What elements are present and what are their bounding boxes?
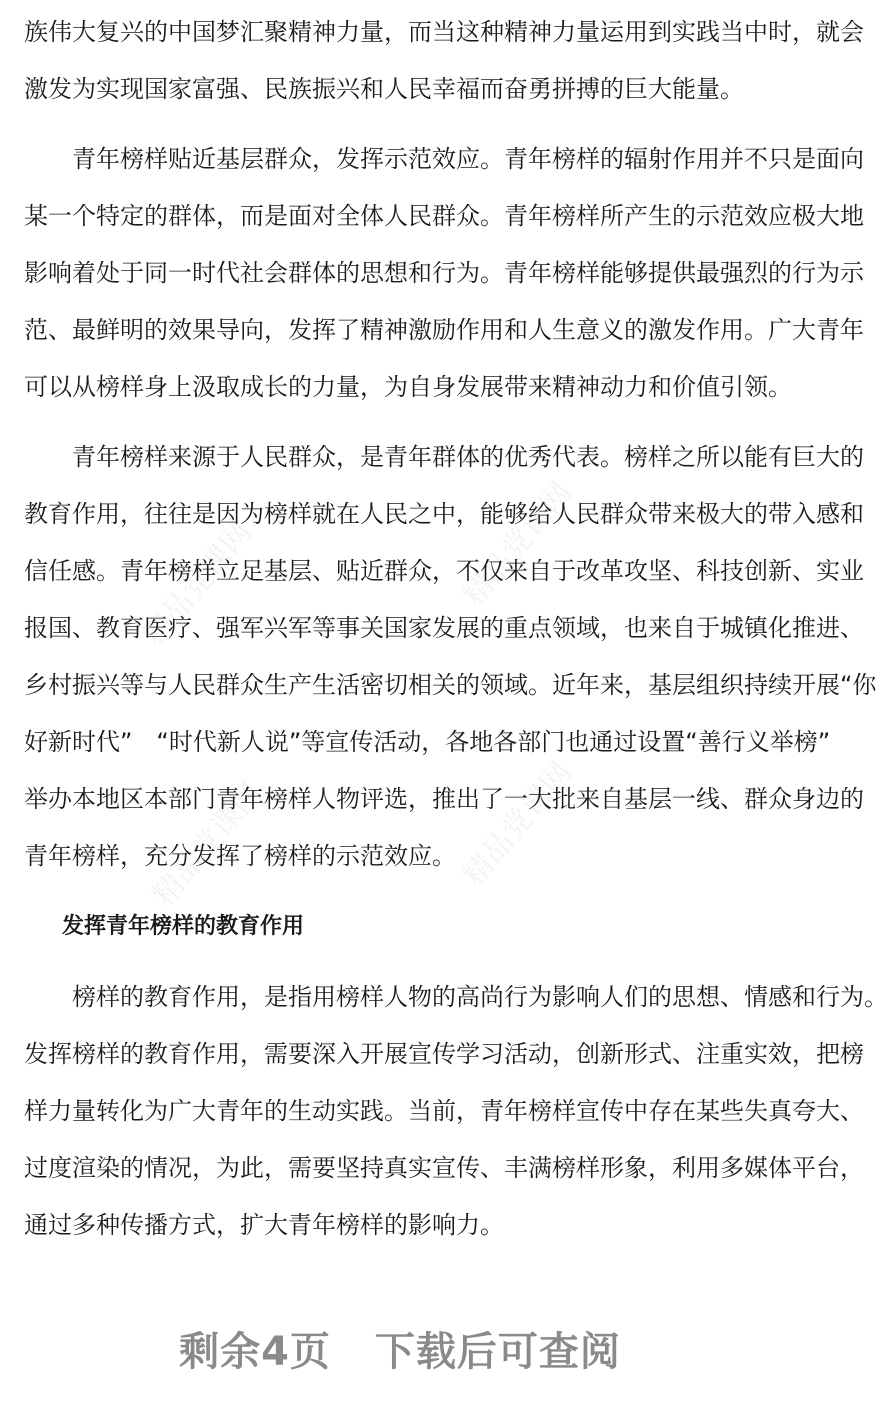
text-line: 影响着处于同一时代社会群体的思想和行为。青年榜样能够提供最强烈的行为示 bbox=[24, 259, 864, 287]
text-line: 信任感。青年榜样立足基层、贴近群众，不仅来自于改革攻坚、科技创新、实业 bbox=[24, 557, 864, 585]
watermark: 精品党课网 bbox=[456, 475, 580, 613]
download-prompt[interactable] bbox=[0, 1320, 800, 1377]
text-line: 榜样的教育作用，是指用榜样人物的高尚行为影响人们的思想、情感和行为。 bbox=[72, 983, 888, 1011]
text-line: 通过多种传播方式，扩大青年榜样的影响力。 bbox=[24, 1211, 504, 1239]
text-line: 范、最鲜明的效果导向，发挥了精神激励作用和人生意义的激发作用。广大青年 bbox=[24, 316, 864, 344]
text-line: 乡村振兴等与人民群众生产生活密切相关的领域。近年来，基层组织持续开展“你 bbox=[24, 671, 877, 699]
paragraphs bbox=[24, 4, 877, 885]
download-to-view-text: 下载后可查阅 bbox=[374, 1329, 621, 1375]
document-body bbox=[24, 4, 888, 1267]
paragraphs-after-heading bbox=[24, 969, 888, 1254]
watermark: 精品党课网 bbox=[146, 775, 270, 913]
paragraph bbox=[24, 4, 864, 118]
section-heading: 发挥青年榜样的教育作用 bbox=[62, 914, 305, 939]
text-line: 发挥榜样的教育作用，需要深入开展宣传学习活动，创新形式、注重实效，把榜 bbox=[24, 1040, 864, 1068]
watermark: 精品党课网 bbox=[456, 755, 580, 893]
text-line: 好新时代” “时代新人说”等宣传活动，各地各部门也通过设置“善行义举榜” bbox=[24, 728, 831, 756]
text-line: 某一个特定的群体，而是面对全体人民群众。青年榜样所产生的示范效应极大地 bbox=[24, 202, 864, 230]
text-line: 激发为实现国家富强、民族振兴和人民幸福而奋勇拼搏的巨大能量。 bbox=[24, 75, 744, 103]
text-line: 教育作用，往往是因为榜样就在人民之中，能够给人民群众带来极大的带入感和 bbox=[24, 500, 864, 528]
text-line: 族伟大复兴的中国梦汇聚精神力量，而当这种精神力量运用到实践当中时，就会 bbox=[24, 18, 864, 46]
text-line: 青年榜样，充分发挥了榜样的示范效应。 bbox=[24, 842, 456, 870]
paragraph bbox=[24, 969, 888, 1254]
text-line: 样力量转化为广大青年的生动实践。当前，青年榜样宣传中存在某些失真夸大、 bbox=[24, 1097, 864, 1125]
watermark: 精品党课网 bbox=[136, 515, 260, 653]
text-line: 青年榜样贴近基层群众，发挥示范效应。青年榜样的辐射作用并不只是面向 bbox=[72, 145, 864, 173]
text-line: 举办本地区本部门青年榜样人物评选，推出了一大批来自基层一线、群众身边的 bbox=[24, 785, 864, 813]
remaining-pages-text: 剩余4页 bbox=[179, 1329, 331, 1375]
text-line: 可以从榜样身上汲取成长的力量，为自身发展带来精神动力和价值引领。 bbox=[24, 373, 792, 401]
paragraph bbox=[24, 429, 877, 885]
text-line: 报国、教育医疗、强军兴军等事关国家发展的重点领域，也来自于城镇化推进、 bbox=[24, 614, 864, 642]
text-line: 青年榜样来源于人民群众，是青年群体的优秀代表。榜样之所以能有巨大的 bbox=[72, 443, 864, 471]
paragraph bbox=[24, 131, 864, 416]
text-line: 过度渲染的情况，为此，需要坚持真实宣传、丰满榜样形象，利用多媒体平台， bbox=[24, 1154, 864, 1182]
